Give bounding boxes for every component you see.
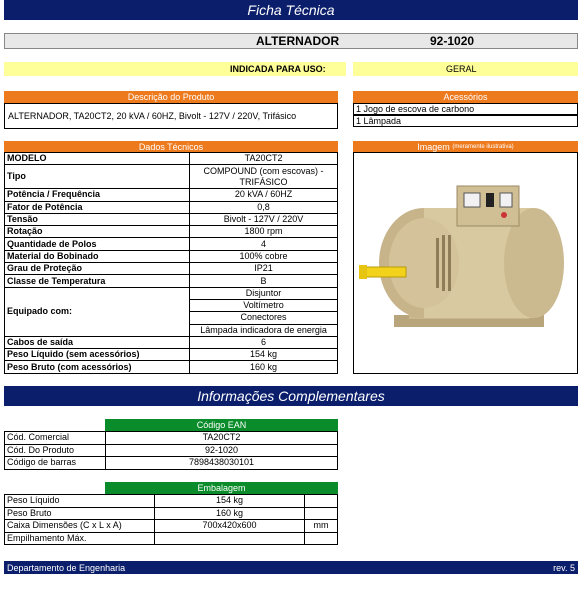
table-row: Peso Líquido 154 kg	[5, 495, 338, 508]
table-row: Peso Bruto 160 kg	[5, 507, 338, 520]
footer-bar	[4, 561, 578, 574]
table-row: Grau de Proteção IP21	[5, 263, 338, 275]
packaging-header: Embalagem	[105, 482, 338, 494]
table-row: Tensão Bivolt - 127V / 220V	[5, 213, 338, 225]
table-row: Peso Bruto (com acessórios) 160 kg	[5, 361, 338, 373]
table-row: Empilhamento Máx.	[5, 532, 338, 545]
table-row: Classe de Temperatura B	[5, 275, 338, 287]
complementary-bar	[4, 386, 578, 406]
image-note: (meramente ilustrativa)	[452, 143, 514, 150]
table-row: Lâmpada indicadora de energia	[5, 324, 338, 336]
table-row: Peso Líquido (sem acessórios) 154 kg	[5, 349, 338, 361]
description-header: Descrição do Produto	[4, 91, 338, 103]
table-row: Cabos de saída 6	[5, 336, 338, 348]
packaging-table	[4, 494, 338, 545]
table-row: Equipado com: Disjuntor	[5, 287, 338, 299]
accessory-label-2: 1 Lâmpada	[356, 116, 402, 126]
table-row: MODELO TA20CT2	[5, 153, 338, 165]
ean-table	[4, 431, 338, 470]
tech-header: Dados Técnicos	[4, 141, 338, 152]
table-row: Tipo COMPOUND (com escovas) - TRIFÁSICO	[5, 165, 338, 189]
accessories-header: Acessórios	[353, 91, 578, 103]
page-title: Ficha Técnica	[247, 2, 335, 18]
table-row: Voltímetro	[5, 299, 338, 311]
product-code: 92-1020	[430, 34, 475, 48]
tech-table	[4, 152, 338, 374]
table-row: Caixa Dimensões (C x L x A) 700x420x600 mm	[5, 520, 338, 533]
image-frame	[353, 152, 578, 374]
complementary-title: Informações Complementares	[197, 388, 385, 404]
footer-revision: rev. 5	[553, 562, 575, 573]
table-row: Cód. Do Produto 92-1020	[5, 444, 338, 457]
footer-department: Departamento de Engenharia	[7, 562, 126, 573]
table-row: Cód. Comercial TA20CT2	[5, 432, 338, 445]
table-row: Conectores	[5, 312, 338, 324]
usage-label: INDICADA PARA USO:	[230, 64, 326, 74]
usage-value: GERAL	[446, 64, 477, 74]
table-row: Material do Bobinado 100% cobre	[5, 250, 338, 262]
table-row: Potência / Frequência 20 kVA / 60HZ	[5, 189, 338, 201]
table-row: Código de barras 7898438030101	[5, 457, 338, 470]
ean-header: Código EAN	[105, 419, 338, 431]
alternator-image	[354, 153, 577, 373]
table-row: Quantidade de Polos 4	[5, 238, 338, 250]
table-row: Fator de Potência 0,8	[5, 201, 338, 213]
description-text: ALTERNADOR, TA20CT2, 20 kVA / 60HZ, Bivolt - 127V / 220V, Trifásico	[8, 111, 297, 121]
image-header: Imagem (meramente ilustrativa)	[353, 141, 578, 152]
table-row: Rotação 1800 rpm	[5, 226, 338, 238]
accessory-label-1: 1 Jogo de escova de carbono	[356, 104, 475, 114]
product-name: ALTERNADOR	[256, 34, 340, 48]
page-title-bar	[4, 0, 578, 20]
